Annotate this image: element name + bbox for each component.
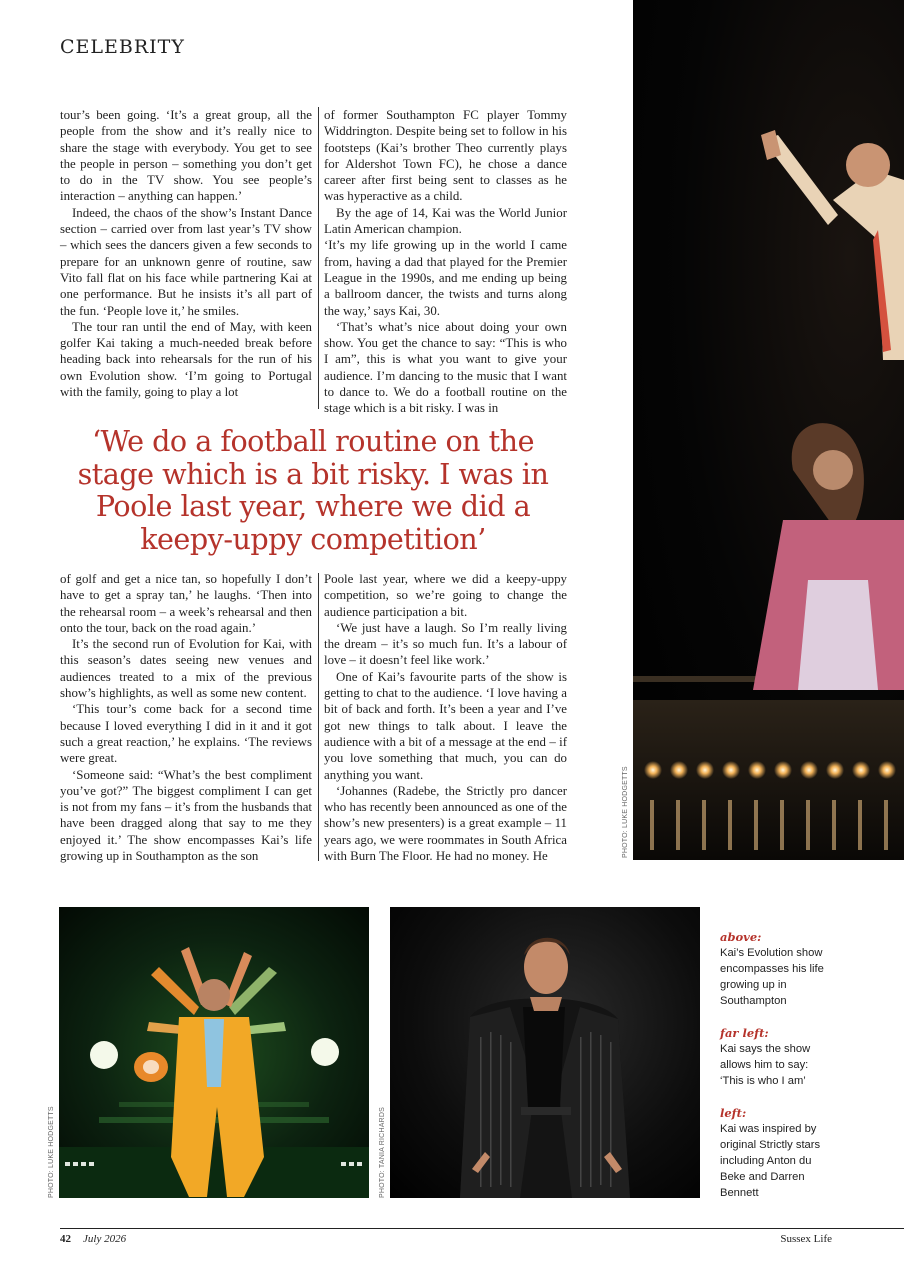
- paragraph: of golf and get a nice tan, so hopefully I don’t have to get a spray tan,’ he laughs. ‘Then into the rehearsal room – a week’s rehearsal and then onto the tour, back on the road again.’: [60, 572, 312, 635]
- paragraph: ‘That’s what’s nice about doing your own show. You get the chance to say: “This is who I am”, this is what you want to give your audience. I’m dancing to the music that I want to dance to. We do a football routine on the stage which is a bit risky. I was in: [324, 319, 567, 416]
- photo-kai-black-jacket: [390, 907, 700, 1198]
- pull-quote: ‘We do a football routine on the stage which is a bit risky. I was in Poole last year, where we did a keepy-uppy competition’: [77, 424, 549, 556]
- photo-illustration: [59, 907, 369, 1198]
- paragraph: One of Kai’s favourite parts of the show is getting to chat to the audience. ‘I love having a bit of back and forth. It’s been a year and I’ve got new things to talk about. I leave the audience with a bit of a message at the end – if you love something that much, you can do anything you want.: [324, 669, 567, 782]
- paragraph: ‘This tour’s come back for a second time because I loved everything I did in it and it got such a great reaction,’ he explains. ‘The reviews were great.: [60, 702, 312, 766]
- caption-text: Kai was inspired by original Strictly stars including Anton du Beke and Darren Bennett: [720, 1123, 821, 1199]
- folio: [60, 1233, 126, 1245]
- paragraph: Poole last year, where we did a keepy-uppy competition, so we’re going to change the audience participation a bit.: [324, 572, 567, 619]
- caption-heading: left:: [720, 1106, 747, 1120]
- stage-photo-dancers: [633, 0, 904, 860]
- column-divider: [318, 573, 319, 861]
- paragraph: ‘It’s my life growing up in the world I came from, having a dad that played for the Premier League in the 1990s, and me ending up being a ballroom dancer, the twists and turns along the way,’ says Kai, 30.: [324, 238, 567, 318]
- magazine-name: Sussex Life: [780, 1233, 832, 1245]
- article-column-1-bottom: [60, 571, 312, 864]
- caption-far-left: [720, 1025, 835, 1089]
- photo-illustration: [390, 907, 700, 1198]
- article-column-2-top: [324, 107, 567, 417]
- footer-rule: [60, 1228, 904, 1229]
- paragraph: ‘We just have a laugh. So I’m really living the dream – it’s so much fun. It’s a labour of love – it doesn’t feel like work.’: [324, 620, 567, 668]
- paragraph: The tour ran until the end of May, with keen golfer Kai taking a much-needed break before heading back into rehearsals for the run of his own Evolution show. ‘I’m going to Portugal with the family, going to play a lot: [60, 319, 312, 400]
- stage-photo-illustration: [633, 0, 904, 860]
- caption-text: Kai’s Evolution show encompasses his life growing up in Southampton: [720, 947, 824, 1007]
- paragraph: By the age of 14, Kai was the World Junior Latin American champion.: [324, 205, 567, 237]
- photo-kai-yellow-suit: [59, 907, 369, 1198]
- caption-heading: far left:: [720, 1026, 769, 1040]
- paragraph: ‘Johannes (Radebe, the Strictly pro dancer who has recently been announced as one of the show’s new presenters) is a great example – 11 years ago, we were roommates in South Africa with Burn The Floor. He had no money. He: [324, 783, 567, 864]
- photo-credit: PHOTO: LUKE HODGETTS: [48, 1106, 55, 1198]
- photo-credit: PHOTO: LUKE HODGETTS: [622, 766, 629, 858]
- caption-text: Kai says the show allows him to say: ‘This is who I am’: [720, 1043, 811, 1087]
- caption-left: [720, 1105, 835, 1201]
- article-column-2-bottom: [324, 571, 567, 864]
- article-column-1-top: [60, 107, 312, 400]
- paragraph: Indeed, the chaos of the show’s Instant Dance section – carried over from last year’s TV show – which sees the dancers given a few seconds to prepare for an unknown genre of routine, saw Vito fall flat on his face while partnering Kai at one performance. But he insists it’s all part of the fun. ‘People love it,’ he smiles.: [60, 205, 312, 318]
- issue-date: July 2026: [83, 1233, 127, 1245]
- caption-above: [720, 929, 835, 1009]
- paragraph: of former Southampton FC player Tommy Widdrington. Despite being set to follow in his footsteps (Kai’s brother Theo currently plays for Aldershot Town FC), he chose a dance career after first being sent to classes as he was hyperactive as a child.: [324, 108, 567, 204]
- column-divider: [318, 107, 319, 409]
- paragraph: It’s the second run of Evolution for Kai, with this season’s dates seeing new venues and audiences treated to a mix of the previous show’s highlights, as well as some new content.: [60, 637, 312, 701]
- photo-credit: PHOTO: TANIA RICHARDS: [379, 1107, 386, 1198]
- section-label: CELEBRITY: [60, 36, 185, 58]
- caption-heading: above:: [720, 930, 762, 944]
- paragraph: tour’s been going. ‘It’s a great group, all the people from the show and it’s really nice to share the stage with everybody. You get to see the people in person – something you don’t get to do in the TV show. You see people’s interaction – anything can happen.’: [60, 108, 312, 204]
- paragraph: ‘Someone said: “What’s the best compliment you’ve got?” The biggest compliment I can get is not from my fans – it’s from the husbands that have been dragged along that say to me they enjoyed it.’ The show encompasses Kai’s life growing up in Southampton as the son: [60, 767, 312, 864]
- page-number: 42: [60, 1233, 71, 1245]
